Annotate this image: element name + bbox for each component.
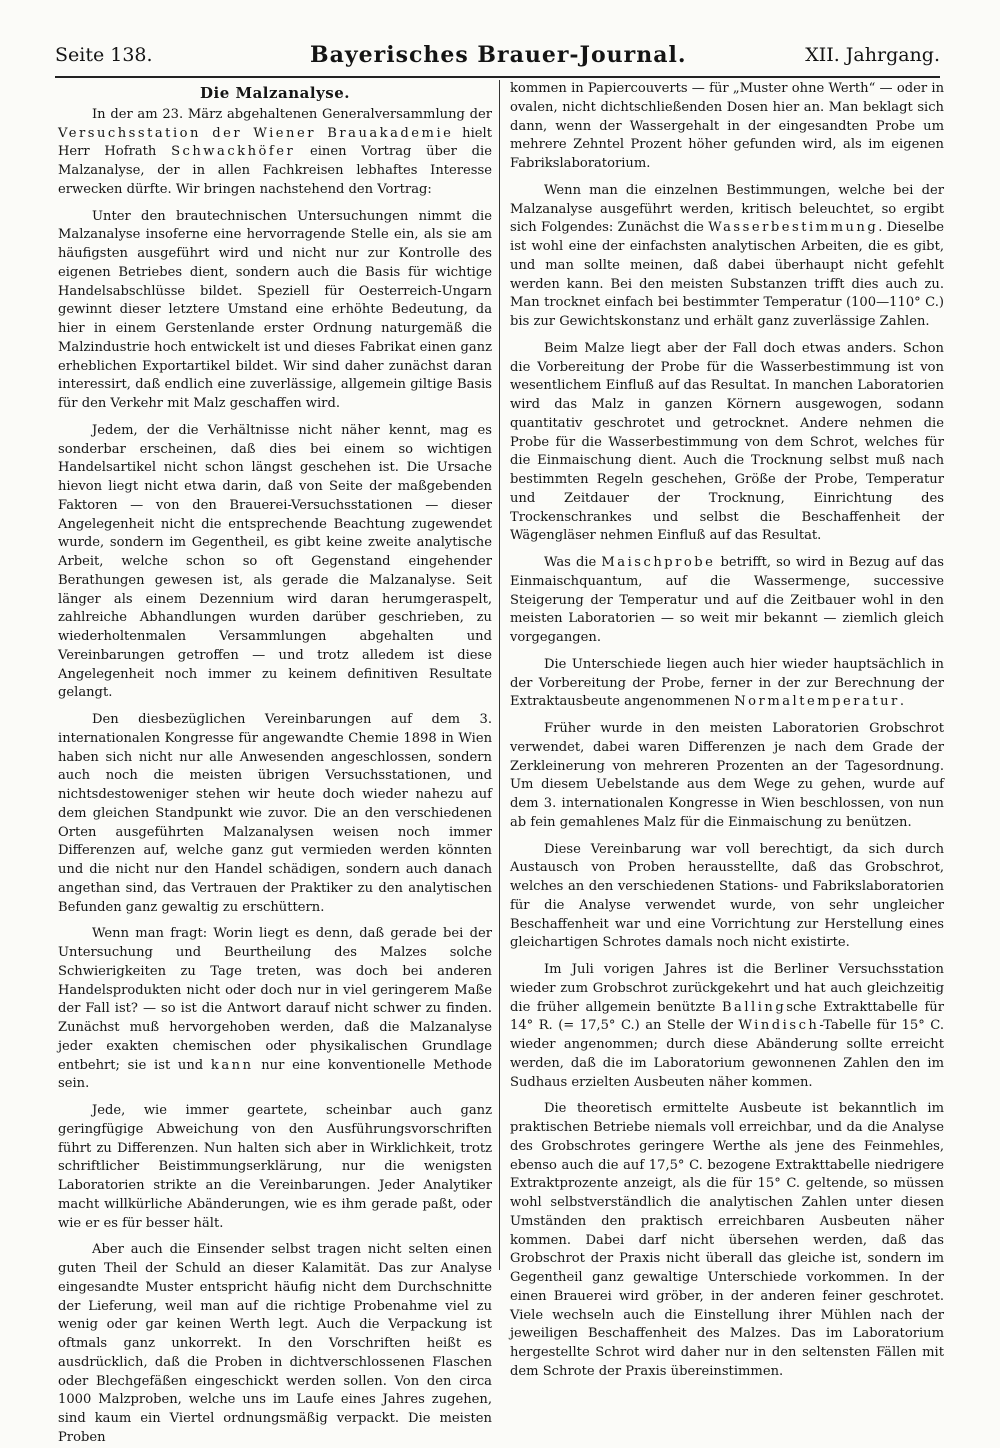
paragraph: Früher wurde in den meisten Laboratorien Grobschrot verwendet, dabei waren Differenzen je nach dem Grade der Zerkleinerung von mehreren Prozenten an der Tagesordnung. Um diesem Uebelstande aus dem Wege zu gehen, wurde auf dem 3. internationalen Kongresse in Wien beschlossen, von nun ab fein gemahlenes Malz für die Einmaischung zu benützen. xyxy=(510,721,944,830)
article-title: Die Malzanalyse. xyxy=(200,84,350,102)
paragraph: Diese Vereinbarung war voll berechtigt, da sich durch Austausch von Proben herausstellte, daß das Grobschrot, welches an den verschiedenen Stations- und Fabrikslaboratorien für die Analyse verwendet wurde, von sehr ungleicher Beschaffenheit war und eine Vorrichtung zur Herstellung eines gleichartigen Schrotes damals noch nicht existirte. xyxy=(510,841,944,951)
header-rule xyxy=(55,76,940,78)
paragraph: Wenn man fragt: Worin liegt es denn, daß gerade bei der Untersuchung und Beurtheilung des Malzes solche Schwierigkeiten zu Tage treten, was doch bei anderen Handelsprodukten nicht oder doch nur in viel geringerem Maße der Fall ist? — so ist die Antwort darauf nicht schwer zu finden. Zunächst muß hervorgehoben werden, daß die Malzanalyse jeder exakten chemischen oder physikalischen Grundlage entbehrt; sie ist und kann nur eine konventionelle Methode sein. xyxy=(58,926,492,1092)
page-number: Seite 138. xyxy=(55,44,153,66)
paragraph: Unter den brautechnischen Untersuchungen nimmt die Malzanalyse insoferne eine hervorragende Stelle ein, als sie am häufigsten ausgeführt wird und nicht nur zur Kontrolle des eigenen Betriebes dient, sondern auch die Basis für wichtige Handelsabschlüsse bildet. Speziell für Oesterreich-Ungarn gewinnt dieser letztere Umstand eine erhöhte Bedeutung, da hier in einem Gerstenlande erster Ordnung naturgemäß die Malzindustrie hoch entwickelt ist und dieses Fabrikat einen ganz erheblichen Exportartikel bildet. Wir sind daher zunächst daran interessirt, daß endlich eine zuverlässige, allgemein giltige Basis für den Verkehr mit Malz geschaffen wird. xyxy=(58,208,492,411)
paragraph: Die Unterschiede liegen auch hier wieder hauptsächlich in der Vorbereitung der Probe, ferner in der zur Berechnung der Extraktausbeute angenommenen Normaltemperatur. xyxy=(510,656,944,710)
paragraph: Jede, wie immer geartete, scheinbar auch ganz geringfügige Abweichung von den Ausführungsvorschriften führt zu Differenzen. Nun halten sich aber in Wirklichkeit, trotz schriftlicher Beistimmungserklärung, nur die wenigsten Laboratorien strikte an die Vereinbarungen. Jeder Analytiker macht willkürliche Abänderungen, wie es ihm gerade paßt, oder wie er es für besser hält. xyxy=(58,1103,492,1231)
paragraph: In der am 23. März abgehaltenen Generalversammlung der Versuchsstation der Wiener Brauakademie hielt Herr Hofrath Schwackhöfer einen Vortrag über die Malzanalyse, der in allen Fachkreisen lebhaftes Interesse erwecken dürfte. Wir bringen nachstehend den Vortrag: xyxy=(58,106,492,197)
paragraph: Aber auch die Einsender selbst tragen nicht selten einen guten Theil der Schuld an dieser Kalamität. Das zur Analyse eingesandte Muster entspricht häufig nicht dem Durchschnitte der Lieferung, weil man auf die richtige Probenahme viel zu wenig oder gar keinen Werth legt. Auch die Verpackung ist oftmals ganz unkorrekt. In den Vorschriften heißt es ausdrücklich, daß die Proben in dichtverschlossenen Flaschen oder Blechgefäßen eingeschickt werden sollen. Von den circa 1000 Malzproben, welche uns im Laufe eines Jahres zugehen, sind kaum ein Viertel ordnungsmäßig verpackt. Die meisten Proben xyxy=(58,1242,492,1445)
paragraph: Im Juli vorigen Jahres ist die Berliner Versuchsstation wieder zum Grobschrot zurückgekehrt und hat auch gleichzeitig die früher allgemein benützte Ballingsche Extrakttabelle für 14° R. (= 17,5° C.) an Stelle der Windisch-Tabelle für 15° C. wieder angenommen; durch diese Abänderung sollte erreicht werden, daß die im Laboratorium gewonnenen Zahlen den im Sudhaus erzielten Ausbeuten näher kommen. xyxy=(510,962,944,1090)
journal-title: Bayerisches Brauer-Journal. xyxy=(310,42,687,68)
paragraph: Was die Maischprobe betrifft, so wird in Bezug auf das Einmaischquantum, auf die Wassermenge, successive Steigerung der Temperatur und auf die Zeitbauer wohl in den meisten Laboratorien — so weit mir bekannt — ziemlich gleich vorgegangen. xyxy=(510,555,944,645)
paragraph: Die theoretisch ermittelte Ausbeute ist bekanntlich im praktischen Betriebe niemals voll erreichbar, und da die Analyse des Grobschrotes geringere Werthe als jene des Feinmehles, ebenso auch die auf 17,5° C. bezogene Extrakttabelle niedrigere Extraktprozente anzeigt, als die für 15° C. geltende, so müssen wohl selbstverständlich die analytischen Zahlen unter diesen Umständen den praktisch erreichbaren Ausbeuten näher kommen. Dabei darf nicht übersehen werden, daß das Grobschrot der Praxis nicht überall das gleiche ist, sondern im Gegentheil ganz gewaltige Unterschiede vorkommen. In der einen Brauerei wird gröber, in der anderen feiner geschrotet. Viele wechseln auch die Einstellung ihrer Mühlen nach der jeweiligen Beschaffenheit des Malzes. Das im Laboratorium hergestellte Schrot wird daher nur in den seltensten Fällen mit dem Schrote der Praxis übereinstimmen. xyxy=(510,1101,944,1379)
paragraph: kommen in Papiercouverts — für „Muster ohne Werth“ — oder in ovalen, nicht dichtschließenden Dosen hier an. Man beklagt sich dann, wenn der Wassergehalt in der eingesandten Probe um mehrere Zehntel Prozent höher gefunden wird, als im eigenen Fabrikslaboratorium. xyxy=(510,81,944,171)
page-header xyxy=(55,42,940,72)
right-column xyxy=(510,80,944,1382)
column-divider xyxy=(499,80,500,1270)
paragraph: Jedem, der die Verhältnisse nicht näher kennt, mag es sonderbar erscheinen, daß dies bei einem so wichtigen Handelsartikel nicht schon längst geschehen ist. Die Ursache hievon liegt nicht etwa darin, daß von Seite der maßgebenden Faktoren — von den Brauerei-Versuchsstationen — dieser Angelegenheit nicht die entsprechende Beachtung zugewendet wurde, sondern im Gegentheil, es gibt keine zweite analytische Arbeit, welche schon so oft Gegenstand eingehender Berathungen gewesen ist, als gerade die Malzanalyse. Seit länger als einem Dezennium wird daran herumgeraspelt, zahlreiche Abhandlungen wurden darüber geschrieben, zu wiederholtenmalen Versammlungen abgehalten und Vereinbarungen getroffen — und trotz alledem ist diese Angelegenheit noch immer zu keinem definitiven Resultate gelangt. xyxy=(58,422,492,701)
left-column xyxy=(58,80,492,1448)
paragraph: Beim Malze liegt aber der Fall doch etwas anders. Schon die Vorbereitung der Probe für die Wasserbestimmung ist von wesentlichem Einfluß auf das Resultat. In manchen Laboratorien wird das Malz in ganzen Körnern ausgewogen, sodann quantitativ geschrotet und getrocknet. Andere nehmen die Probe für die Wasserbestimmung von dem Schrot, welches für die Einmaischung dient. Auch die Trocknung selbst muß nach bestimmten Regeln geschehen, Größe der Probe, Temperatur und Zeitdauer der Trocknung, Einrichtung des Trockenschrankes und selbst die Beschaffenheit der Wägengläser nehmen Einfluß auf das Resultat. xyxy=(510,340,944,544)
paragraph: Wenn man die einzelnen Bestimmungen, welche bei der Malzanalyse ausgeführt werden, kritisch beleuchtet, so ergibt sich Folgendes: Zunächst die Wasserbestimmung. Dieselbe ist wohl eine der einfachsten analytischen Arbeiten, die es gibt, und man sollte meinen, daß dabei überhaupt nicht gefehlt werden kann. Bei den meisten Substanzen trifft dies auch zu. Man trocknet einfach bei bestimmter Temperatur (100—110° C.) bis zur Gewichtskonstanz und erhält ganz zuverlässige Zahlen. xyxy=(510,182,944,329)
paragraph: Den diesbezüglichen Vereinbarungen auf dem 3. internationalen Kongresse für angewandte Chemie 1898 in Wien haben sich nicht nur alle Anwesenden angeschlossen, sondern auch noch die meisten übrigen Versuchsstationen, und nichtsdestoweniger stehen wir heute doch wieder nahezu auf dem gleichen Standpunkt wie zuvor. Die an den verschiedenen Orten ausgeführten Malzanalysen weisen noch immer Differenzen auf, welche ganz gut vermieden werden könnten und die nicht nur den Handel schädigen, sondern auch danach angethan sind, das Vertrauen der Praktiker zu den analytischen Befunden ganz gewaltig zu erschüttern. xyxy=(58,712,492,915)
volume-year: XII. Jahrgang. xyxy=(805,44,940,66)
